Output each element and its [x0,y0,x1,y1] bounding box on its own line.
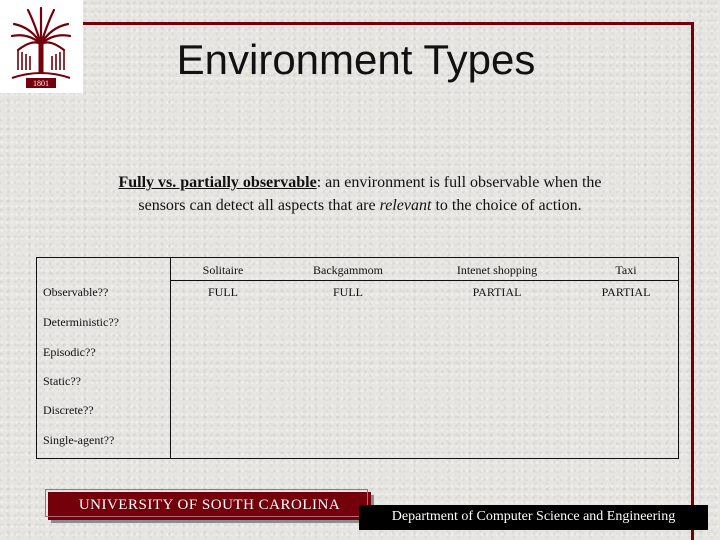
university-banner: UNIVERSITY OF SOUTH CAROLINA [48,492,371,520]
table-cell: FULL [333,285,363,299]
column-header: Taxi [615,263,637,277]
logo-box [0,0,83,93]
row-label: Single-agent?? [43,433,115,447]
intro-relevant: relevant [379,197,432,214]
palmetto-logo-icon [4,4,79,90]
row-label: Discrete?? [43,403,94,417]
column-header: Solitaire [202,263,244,277]
intro-text-1: : an environment is full observable when the [316,174,602,191]
table-cell: FULL [208,285,238,299]
intro-paragraph [60,171,660,217]
column-header: Intenet shopping [456,263,538,277]
row-label: Episodic?? [43,345,96,359]
row-label: Observable?? [43,285,109,299]
intro-text-2: sensors can detect all aspects that are [138,197,380,214]
table-divider-header [170,280,678,281]
department-banner: Department of Computer Science and Engineering [359,505,708,530]
row-label: Deterministic?? [43,315,119,329]
page-title: Environment Types [176,36,536,83]
environment-table [36,257,679,459]
intro-term: Fully vs. partially observable [118,174,317,191]
table-cell: PARTIAL [472,285,522,299]
column-header: Backgammom [313,263,383,277]
intro-text-3: to the choice of action. [431,197,582,214]
row-label: Static?? [43,374,81,388]
table-divider-vertical [170,258,171,458]
logo-year: 1801 [33,79,49,88]
table-cell: PARTIAL [601,285,651,299]
